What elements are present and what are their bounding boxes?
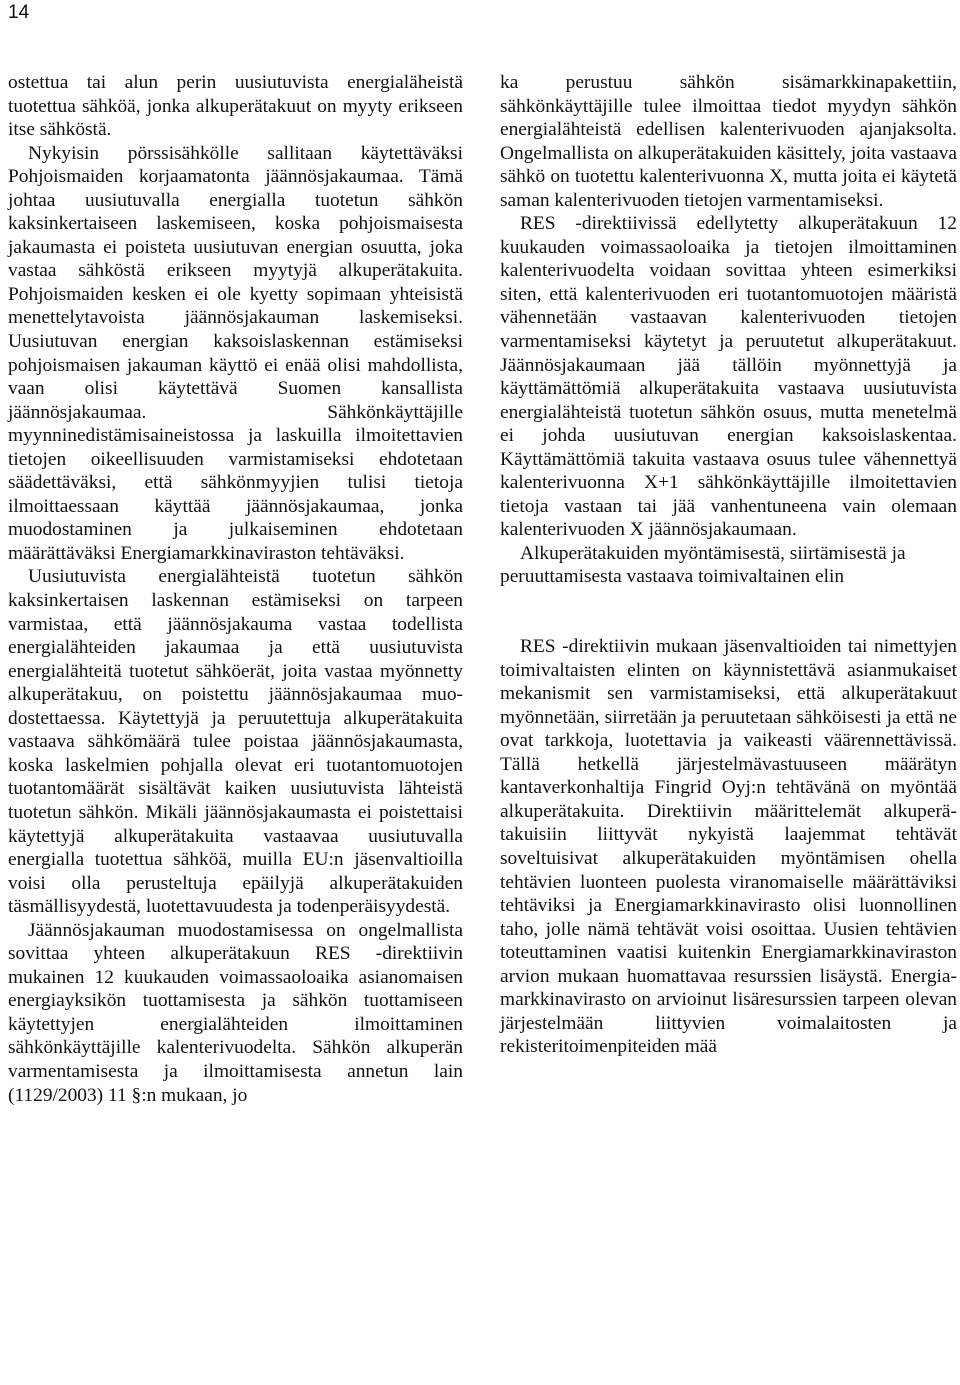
paragraph: Nykyisin pörssisähkölle sallitaan käytettäväksi Pohjoismaiden korjaamatonta jäännösjakaumaa. Tämä johtaa uusiutuvalla energialla tuotetun sähkön kaksinkertaiseen laskemiseen, koska pohjoismaisesta jakaumasta ei poisteta uusiutuvan energian osuutta, joka vastaa sähköstä erikseen myytyjä alkuperätakuita. Pohjoismaiden kesken ei ole kyetty sopimaan yhteisistä menettelytavoista jäännösjakauman laskemiseksi. Uusiutuvan energian kaksoislaskennan estämiseksi pohjoismaisen jakauman käyttö ei enää olisi mahdollista, vaan olisi käytettävä Suomen kansallista jäännösjakaumaa. Sähkönkäyttäjille myynninedistämisaineistossa ja laskuilla ilmoitettavien tietojen oikeellisuuden varmistamiseksi ehdotetaan säädettäväksi, että sähkönmyyjien tulisi tietoja ilmoittaessaan käyttää jäännösjakaumaa, jonka muodostaminen ja julkaiseminen ehdotetaan määrättäväksi Energiamarkkinaviraston tehtäväksi. [8, 142, 463, 564]
spacer [500, 589, 957, 635]
paragraph: Jäännösjakauman muodostamisessa on ongelmallista sovittaa yhteen alkuperätakuun RES -direktiivin mukainen 12 kuukauden voimassaoloaika asianomaisen energiayksikön tuottamisesta ja sähkön tuottamiseen käytettyjen energialähteiden ilmoittaminen sähkönkäyttäjille kalenterivuodelta. Sähkön alkuperän varmentamisesta ja ilmoittamisesta annetun lain (1129/2003) 11 §:n mukaan, jo [8, 919, 463, 1106]
section-heading: Alkuperätakuiden myöntämisestä, siirtämisestä ja peruuttamisesta vastaava toimivaltainen elin [500, 542, 906, 588]
left-column [8, 71, 463, 1107]
page-number: 14 [8, 2, 30, 23]
paragraph: ostettua tai alun perin uusiutuvista energialäheistä tuotettua sähköä, jonka alkuperätakuut on myyty erikseen itse sähköstä. [8, 72, 463, 141]
paragraph: RES -direktiivin mukaan jäsenvaltioiden tai nimettyjen toimivaltaisten elinten on käynnistettävä asianmukaiset mekanismit sen varmistamiseksi, että alkuperätakuut myönnetään, siirretään ja peruutetaan sähköisesti ja että ne ovat tarkkoja, luotettavia ja vaikeasti väärennettävissä. Tällä hetkellä järjestelmävastuuseen määrätyn kantaverkonhaltija Fingrid Oyj:n tehtävänä on myöntää alkuperätakuita. Direktiivin määrittelemät alkuperätakuisiin liittyvät nykyistä laajemmat tehtävät soveltuisivat alkuperätakuiden myöntämisen ohella tehtävien luonteen puolesta viranomaiselle määrättäviksi tehtäviksi ja Energiamarkkinavirasto olisi luonnollinen taho, jolle nämä tehtävät voisi osoittaa. Uusien tehtävien toteuttaminen vaatisi kuitenkin Energiamarkkinaviraston arvion mukaan huomattavaa resurssien lisäystä. Energiamarkkinavirasto on arvioinut lisäresurssien tarpeen olevan järjestelmään liittyvien voimalaitosten ja rekisteritoimenpiteiden mää [500, 636, 957, 1058]
paragraph: ka perustuu sähkön sisämarkkinapakettiin, sähkönkäyttäjille tulee ilmoittaa tiedot myydyn sähkön energialähteistä edellisen kalenterivuoden ajanjaksolta. Ongelmallista on alkuperätakuiden käsittely, joita vastaava sähkö on tuotettu kalenterivuonna X, mutta joita ei käytetä saman kalenterivuoden tietojen varmentamiseksi. [500, 72, 957, 211]
paragraph: Uusiutuvista energialähteistä tuotetun sähkön kaksinkertaisen laskennan estämiseksi on tarpeen varmistaa, että jäännösjakauma vastaa todellista energialähteiden jakaumaa ja että uusiutuvista energialähteitä tuotetut sähköerät, joita vastaa myönnetty alkuperätakuu, on poistettu jäännösjakaumaa muodostettaessa. Käytettyjä ja peruutettuja alkuperätakuita vastaava sähkömäärä tulee poistaa jäännösjakaumasta, koska laskelmien pohjalla olevat eri tuotantomuotojen tuotantomäärät sisältävät kaiken uusiutuvista lähteistä tuotetun sähkön. Mikäli jäännösjakaumasta ei poistettaisi käytettyjä alkuperätakuita vastaavaa uusiutuvalla energialla tuotettua sähköä, muilla EU:n jäsenvaltioilla voisi olla perusteltuja epäilyjä alkuperätakuiden täsmällisyydestä, luotettavuudesta ja todenperäisyydestä. [8, 566, 463, 918]
right-column [500, 71, 957, 1059]
paragraph: RES -direktiivissä edellytetty alkuperätakuun 12 kuukauden voimassaoloaika ja tietojen ilmoittaminen kalenterivuodelta voidaan sovittaa yhteen esimerkiksi siten, että kalenterivuoden eri tuotantomuotojen määristä vähennetään vastaavan kalenterivuoden tietojen varmentamiseksi käytetyt ja peruutetut alkuperätakuut. Jäännösjakaumaan jää tällöin myönnettyjä ja käyttämättömiä alkuperätakuita vastaava uusiutuvista energialähteistä tuotetun sähkön osuus, mutta menetelmä ei johda uusiutuvan energian kaksoislaskentaa. Käyttämättömiä takuita vastaava osuus tulee vähennettyä kalenterivuonna X+1 sähkönkäyttäjille ilmoitettavien tietoja vastaan tai jää vanhentuneena vain olemaan kalenterivuoden X jäännösjakaumaan. [500, 213, 957, 541]
